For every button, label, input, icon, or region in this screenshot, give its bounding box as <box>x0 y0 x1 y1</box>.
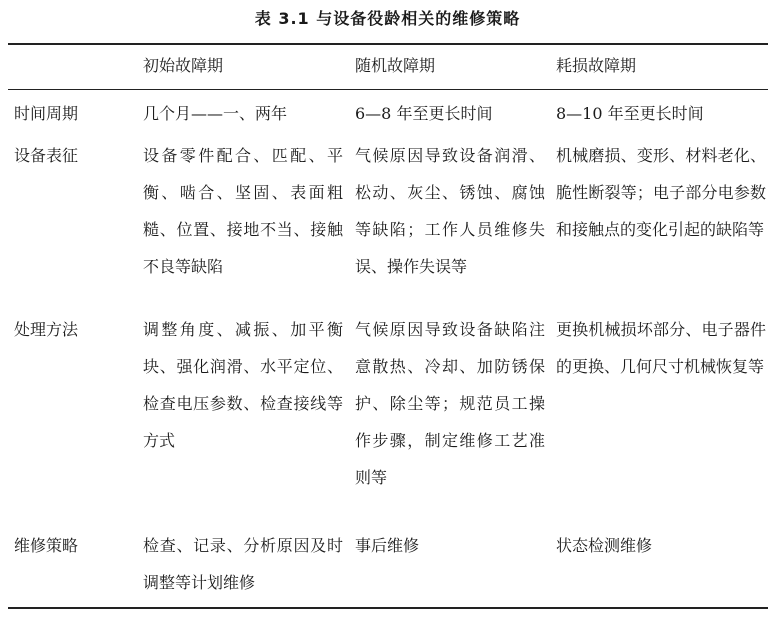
header-wearout-failure: 耗损故障期 <box>556 56 637 75</box>
cell-time-wearout: 8—10 年至更长时间 <box>556 104 704 123</box>
row-label-strategy: 维修策略 <box>14 536 79 555</box>
row-label-symptoms: 设备表征 <box>14 146 79 165</box>
cell-time-initial: 几个月——一、两年 <box>143 104 288 123</box>
table-bottom-rule <box>8 607 768 609</box>
cell-strategy-initial: 检查、记录、分析原因及时调整等计划维修 <box>143 536 343 592</box>
row-label-time-period: 时间周期 <box>14 104 79 123</box>
header-random-failure: 随机故障期 <box>355 56 436 75</box>
cell-handling-random: 气候原因导致设备缺陷注意散热、冷却、加防锈保护、除尘等；规范员工操作步骤，制定维修工艺准则等 <box>355 320 545 487</box>
cell-handling-wearout: 更换机械损坏部分、电子器件的更换、几何尺寸机械恢复等 <box>556 320 766 376</box>
cell-strategy-random: 事后维修 <box>355 536 420 555</box>
cell-symptoms-initial: 设备零件配合、匹配、平衡、啮合、坚固、表面粗糙、位置、接地不当、接触不良等缺陷 <box>143 146 343 276</box>
table-title: 表 3.1 与设备役龄相关的维修策略 <box>254 9 521 28</box>
table-header-rule <box>8 89 768 90</box>
header-initial-failure: 初始故障期 <box>143 56 224 75</box>
cell-time-random: 6—8 年至更长时间 <box>355 104 493 123</box>
table-top-rule <box>8 43 768 45</box>
cell-strategy-wearout: 状态检测维修 <box>556 536 653 555</box>
row-label-handling: 处理方法 <box>14 320 79 339</box>
cell-symptoms-random: 气候原因导致设备润滑、松动、灰尘、锈蚀、腐蚀等缺陷；工作人员维修失误、操作失误等 <box>355 146 545 276</box>
cell-symptoms-wearout: 机械磨损、变形、材料老化、脆性断裂等；电子部分电参数和接触点的变化引起的缺陷等 <box>556 146 766 239</box>
cell-handling-initial: 调整角度、减振、加平衡块、强化润滑、水平定位、检查电压参数、检查接线等方式 <box>143 320 343 450</box>
